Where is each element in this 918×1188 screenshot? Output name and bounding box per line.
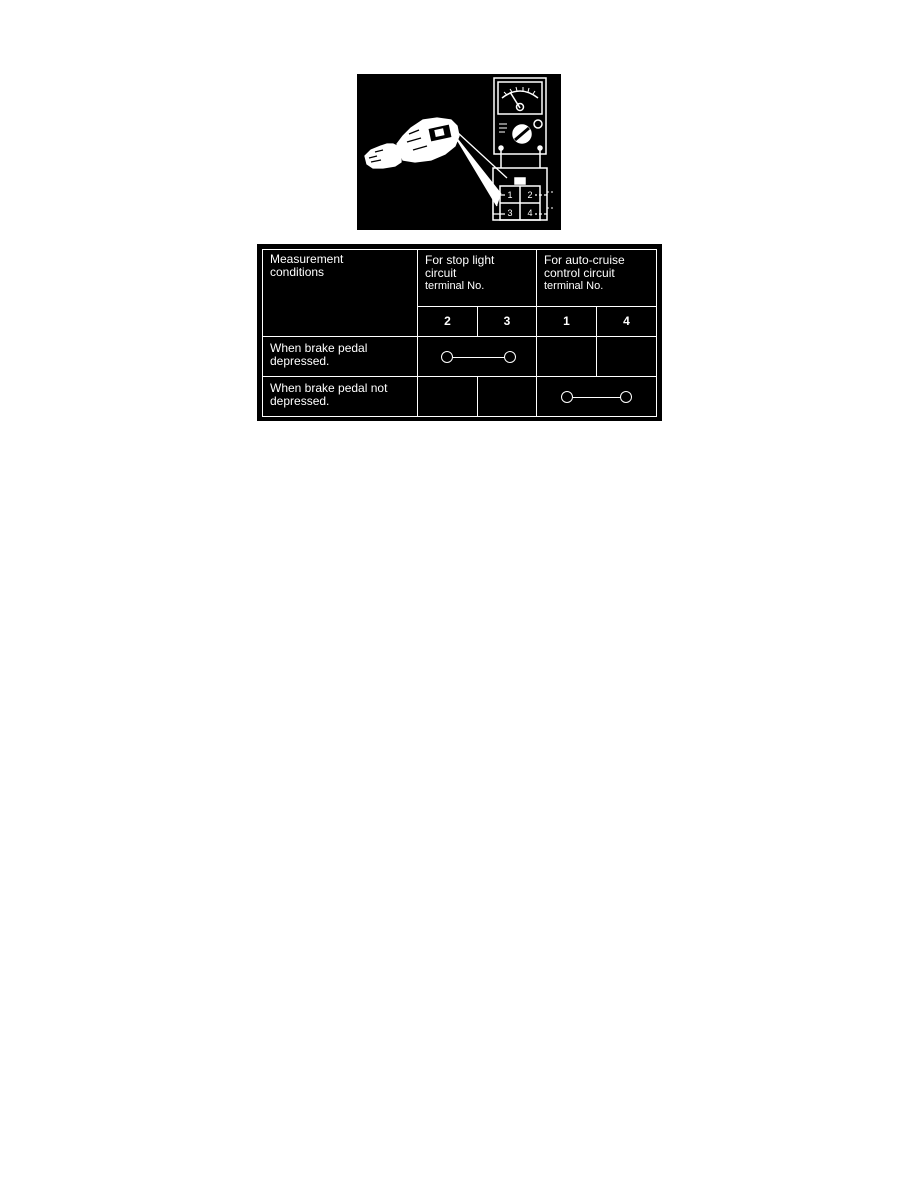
- continuity-mark-2-3: [441, 350, 517, 364]
- stop-light-switch-icon: [365, 118, 459, 168]
- connector-pin-2: 2: [527, 190, 533, 200]
- stop-light-line3: terminal No.: [425, 280, 485, 292]
- condition-depressed-label: When brake pedal depressed.: [263, 337, 418, 377]
- connector-terminal-icon: [493, 168, 553, 220]
- stop-light-circuit-header: [418, 250, 537, 307]
- empty-cell: [418, 377, 478, 417]
- continuity-circle-icon: [561, 391, 573, 403]
- terminal-2-header: 2: [418, 307, 478, 337]
- continuity-circle-icon: [620, 391, 632, 403]
- terminal-4-header: 4: [597, 307, 657, 337]
- empty-cell: [597, 337, 657, 377]
- switch-ohmmeter-illustration: [357, 74, 561, 230]
- empty-cell: [478, 377, 537, 417]
- connector-pin-1: 1: [507, 190, 513, 200]
- continuity-circle-icon: [441, 351, 453, 363]
- table-row: [263, 377, 657, 417]
- table-row: [263, 337, 657, 377]
- continuity-line: [453, 357, 505, 358]
- condition-not-depressed-label: When brake pedal not depressed.: [263, 377, 418, 417]
- continuity-mark-1-4: [561, 390, 633, 404]
- continuity-table: [262, 249, 657, 417]
- continuity-table-panel: [257, 244, 662, 421]
- table-header-row: [263, 250, 657, 307]
- terminal-1-header: 1: [537, 307, 597, 337]
- continuity-circle-icon: [504, 351, 516, 363]
- auto-cruise-line1: For auto-cruise: [544, 253, 625, 267]
- auto-cruise-line2: control circuit: [544, 266, 615, 280]
- measurement-conditions-label: Measurement conditions: [270, 252, 344, 279]
- connector-pin-4: 4: [527, 208, 533, 218]
- stop-light-line2: circuit: [425, 266, 457, 280]
- connector-pin-3: 3: [507, 208, 513, 218]
- continuity-line: [573, 397, 621, 398]
- continuity-1-4-cell: [537, 377, 657, 417]
- ohmmeter-icon: [494, 78, 546, 154]
- illustration-svg: [357, 74, 561, 230]
- stop-light-line1: For stop light: [425, 253, 495, 267]
- empty-cell: [537, 337, 597, 377]
- auto-cruise-circuit-header: [537, 250, 657, 307]
- terminal-3-header: 3: [478, 307, 537, 337]
- continuity-2-3-cell: [418, 337, 537, 377]
- measurement-conditions-header: [263, 250, 418, 337]
- auto-cruise-line3: terminal No.: [544, 280, 604, 292]
